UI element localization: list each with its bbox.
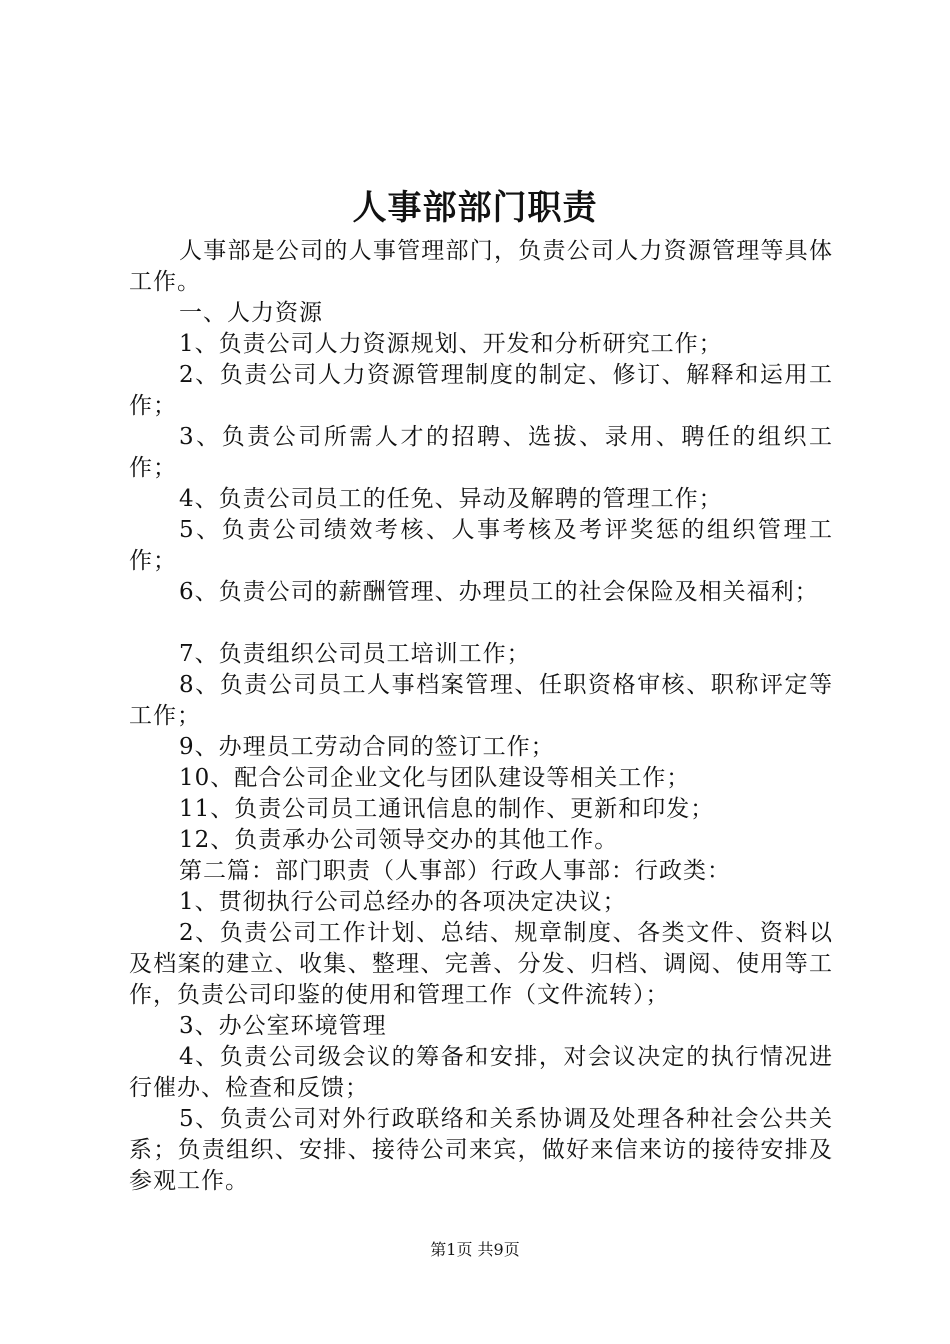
list-item: 12、负责承办公司领导交办的其他工作。 <box>179 827 619 853</box>
list-item: 2、负责公司人力资源管理制度的制定、修订、解释和运用工作； <box>129 362 833 419</box>
list-item: 8、负责公司员工人事档案管理、任职资格审核、职称评定等工作； <box>129 672 833 729</box>
section-heading: 一、人力资源 <box>179 300 323 326</box>
list-item: 1、贯彻执行公司总经办的各项决定决议； <box>179 889 627 915</box>
section-heading: 第二篇：部门职责（人事部）行政人事部：行政类： <box>179 858 731 884</box>
list-item: 10、配合公司企业文化与团队建设等相关工作； <box>179 765 691 791</box>
list-item: 3、负责公司所需人才的招聘、选拔、录用、聘任的组织工作； <box>129 424 833 481</box>
blank-line <box>129 608 833 639</box>
list-item: 5、负责公司对外行政联络和关系协调及处理各种社会公共关系；负责组织、安排、接待公司来宾，做好来信来访的接待安排及参观工作。 <box>129 1106 833 1194</box>
document-body <box>129 236 833 1197</box>
list-item: 6、负责公司的薪酬管理、办理员工的社会保险及相关福利； <box>179 579 819 605</box>
list-item: 11、负责公司员工通讯信息的制作、更新和印发； <box>179 796 715 822</box>
list-item: 1、负责公司人力资源规划、开发和分析研究工作； <box>179 331 723 357</box>
list-item: 7、负责组织公司员工培训工作； <box>179 641 531 667</box>
page-number-footer: 第1页 共9页 <box>430 1240 520 1259</box>
list-item: 2、负责公司工作计划、总结、规章制度、各类文件、资料以及档案的建立、收集、整理、完善、分发、归档、调阅、使用等工作，负责公司印鉴的使用和管理工作（文件流转）； <box>129 920 833 1008</box>
list-item: 4、负责公司员工的任免、异动及解聘的管理工作； <box>179 486 723 512</box>
list-item: 4、负责公司级会议的筹备和安排，对会议决定的执行情况进行催办、检查和反馈； <box>129 1044 833 1101</box>
document-title: 人事部部门职责 <box>352 188 598 228</box>
list-item: 9、办理员工劳动合同的签订工作； <box>179 734 555 760</box>
list-item: 3、办公室环境管理 <box>179 1013 387 1039</box>
list-item: 5、负责公司绩效考核、人事考核及考评奖惩的组织管理工作； <box>129 517 833 574</box>
paragraph: 人事部是公司的人事管理部门，负责公司人力资源管理等具体工作。 <box>129 238 833 295</box>
